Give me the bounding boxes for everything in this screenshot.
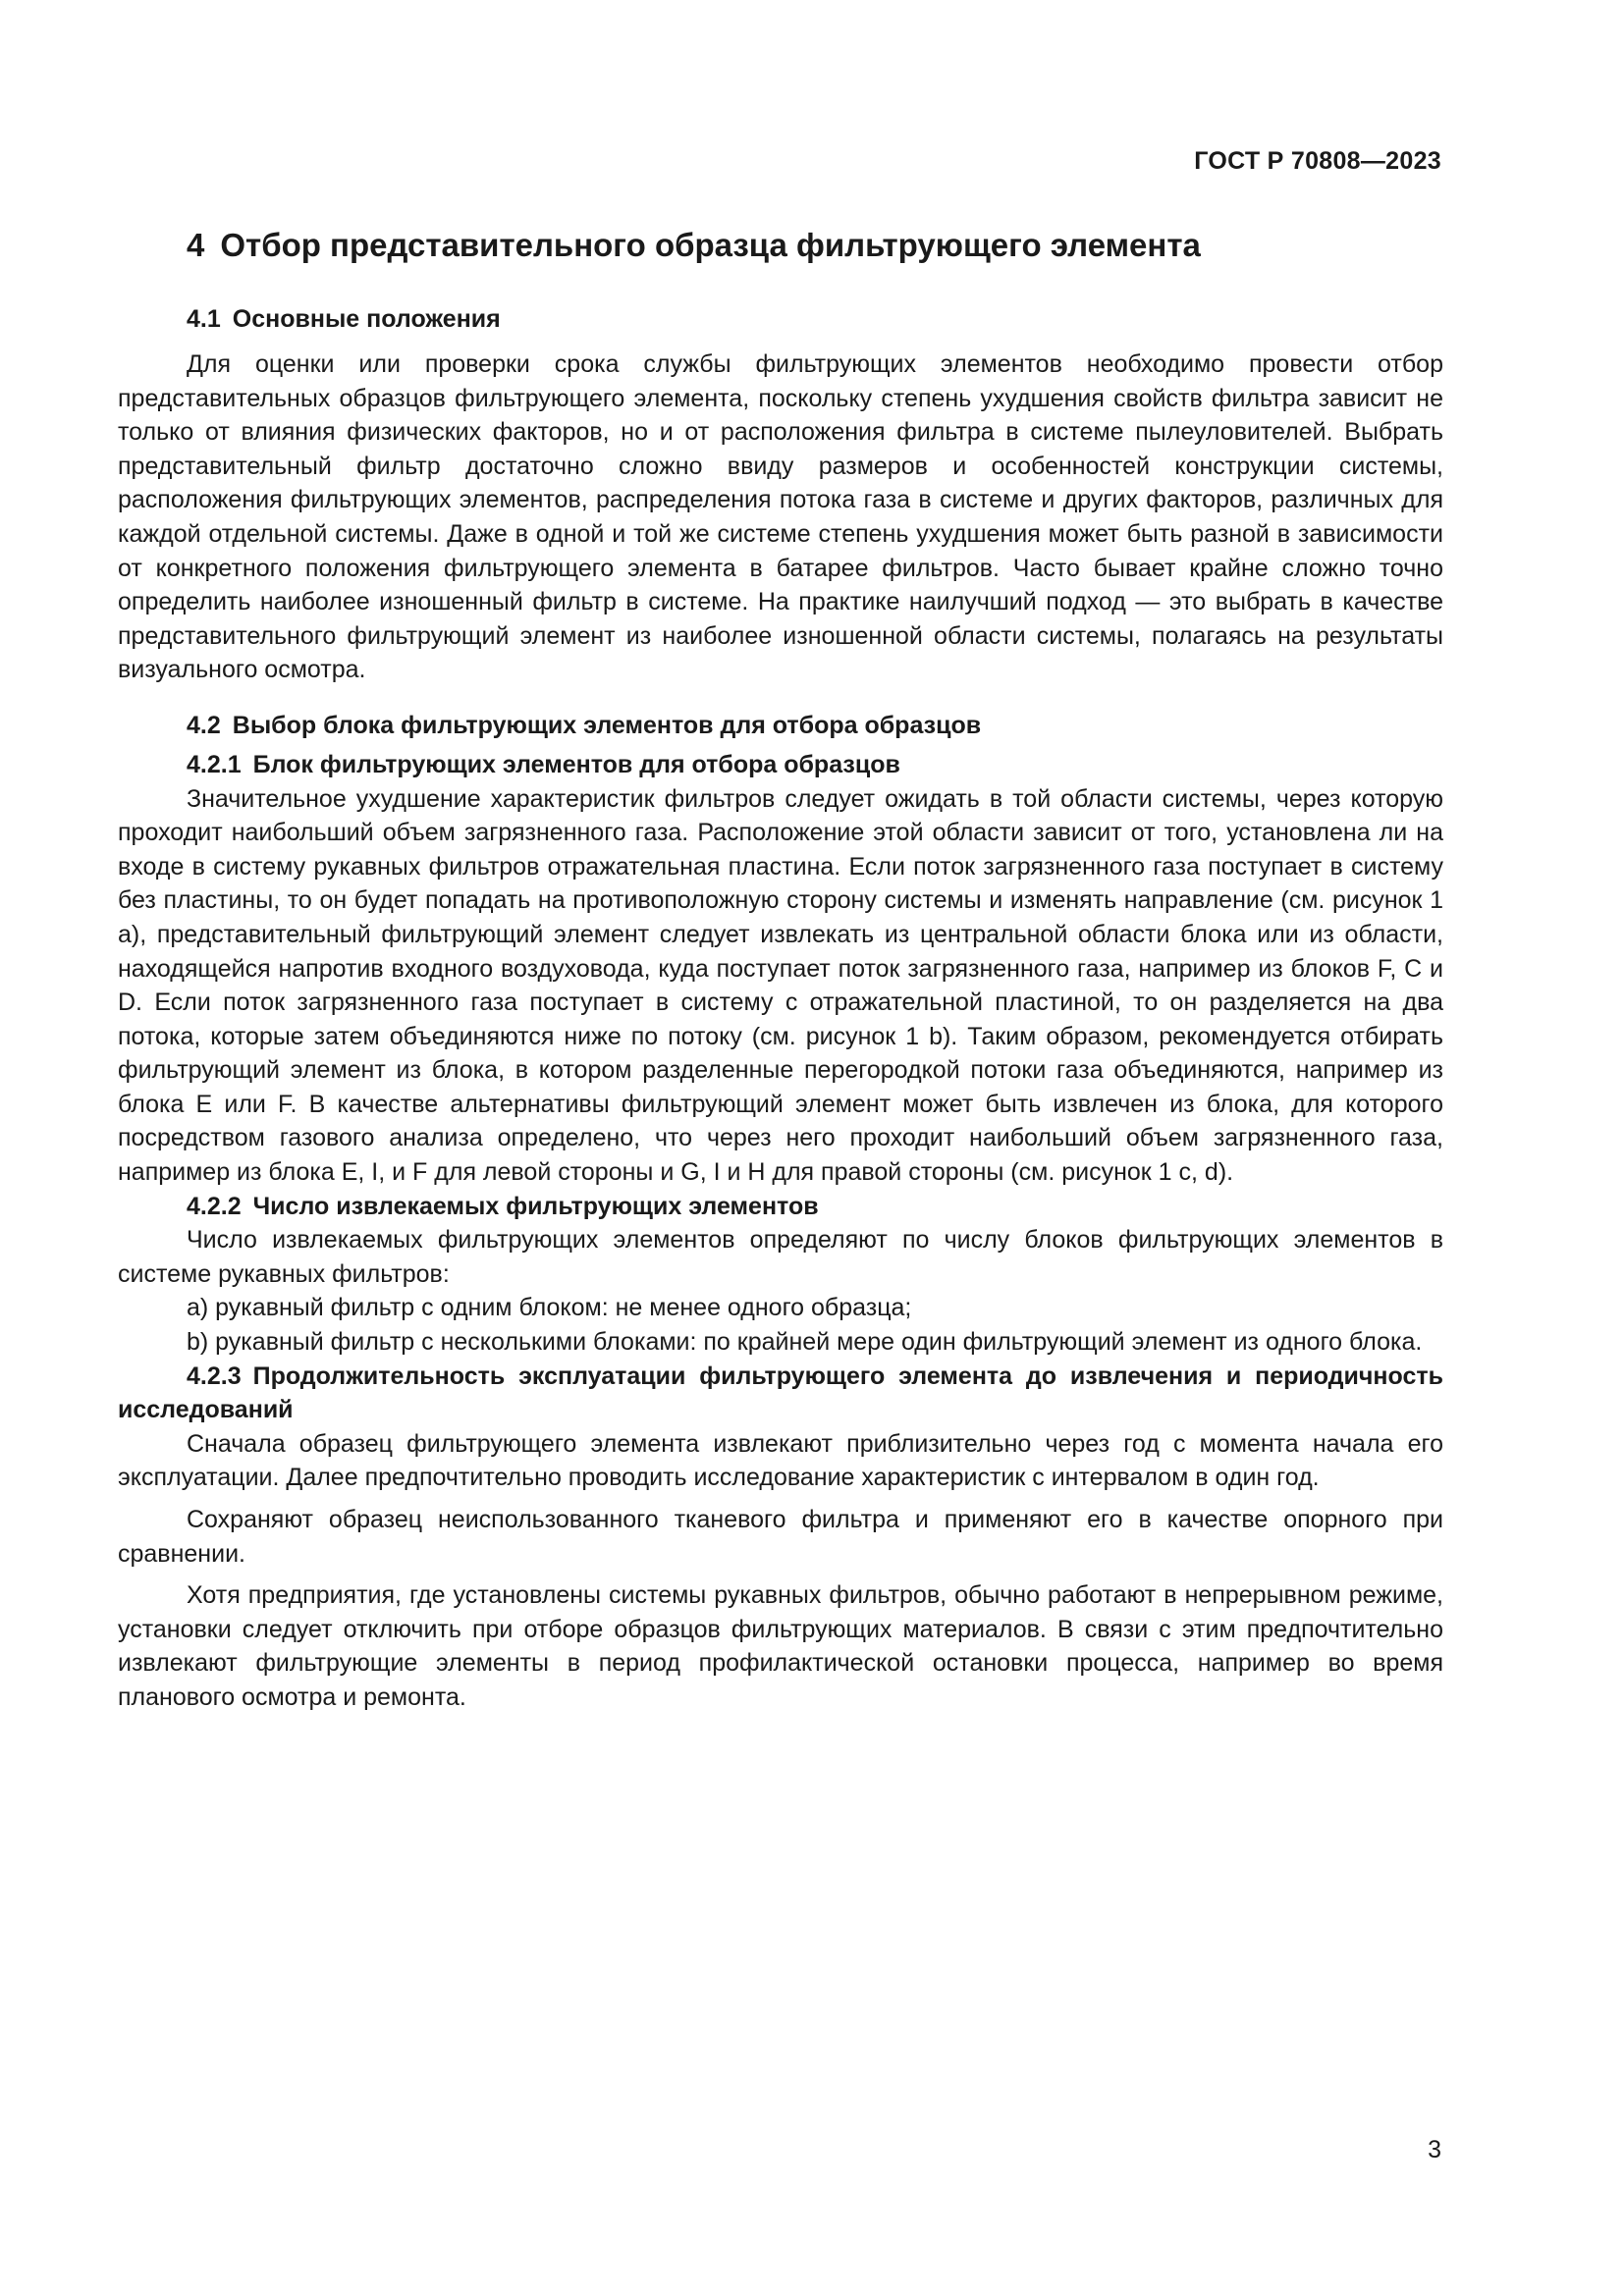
section-title: Блок фильтрующих элементов для отбора образцов — [252, 750, 900, 778]
section-number: 4.2.2 — [187, 1192, 242, 1220]
section-title: Число извлекаемых фильтрующих элементов — [252, 1192, 819, 1220]
section-title: Отбор представительного образца фильтрующего элемента — [220, 227, 1201, 263]
section-number: 4.2.1 — [187, 750, 242, 778]
section-4-2-2-paragraph: Число извлекаемых фильтрующих элементов определяют по числу блоков фильтрующих элементов в системе рукавных фильтров: — [118, 1226, 1443, 1288]
section-4-2-3-paragraph-2: Сохраняют образец неиспользованного тканевого фильтра и применяют его в качестве опорного при сравнении. — [118, 1506, 1443, 1568]
section-4-2-1-heading — [118, 748, 1443, 782]
section-number: 4.2 — [187, 711, 221, 739]
section-4-2-heading — [187, 709, 1443, 742]
page-content — [118, 224, 1443, 1715]
section-4-1-paragraph: Для оценки или проверки срока службы фильтрующих элементов необходимо провести отбор представительных образцов фильтрующего элемента, поскольку степень ухудшения свойств фильтра зависит не только от влияния физических факторов, но и от расположения фильтра в системе пылеуловителей. Выбрать представительный фильтр достаточно сложно ввиду размеров и особенностей конструкции системы, расположения фильтрующих элементов, распределения потока газа в системе и других факторов, различных для каждой отдельной системы. Даже в одной и той же системе степень ухудшения может быть разной в зависимости от конкретного положения фильтрующего элемента в батарее фильтров. Часто бывает крайне сложно точно определить наиболее изношенный фильтр в системе. На практике наилучший подход — это выбрать в качестве представительного фильтрующий элемент из наиболее изношенной области системы, полагаясь на результаты визуального осмотра. — [118, 350, 1443, 684]
section-4-2-3-paragraph-3: Хотя предприятия, где установлены системы рукавных фильтров, обычно работают в непрерывном режиме, установки следует отключить при отборе образцов фильтрующих материалов. В связи с этим предпочтительно извлекают фильтрующие элементы в период профилактической остановки процесса, например во время планового осмотра и ремонта. — [118, 1581, 1443, 1711]
section-4-2-1-paragraph: Значительное ухудшение характеристик фильтров следует ожидать в той области системы, через которую проходит наибольший объем загрязненного газа. Расположение этой области зависит от того, установлена ли на входе в систему рукавных фильтров отражательная пластина. Если поток загрязненного газа поступает в систему без пластины, то он будет попадать на противоположную сторону системы и изменять направление (см. рисунок 1 a), представительный фильтрующий элемент следует извлекать из центральной области блока или из области, находящейся напротив входного воздуховода, куда поступает поток загрязненного газа, например из блоков F, С и D. Если поток загрязненного газа поступает в систему с отражательной пластиной, то он разделяется на два потока, которые затем объединяются ниже по потоку (см. рисунок 1 b). Таким образом, рекомендуется отбирать фильтрующий элемент из блока, в котором разделенные перегородкой потоки газа объединяются, например из блока Е или F. В качестве альтернативы фильтрующий элемент может быть извлечен из блока, для которого посредством газового анализа определено, что через него проходит наибольший объем загрязненного газа, например из блока Е, I, и F для левой стороны и G, I и Н для правой стороны (см. рисунок 1 c, d). — [118, 784, 1443, 1187]
section-number: 4.1 — [187, 305, 221, 333]
section-4-1-heading — [187, 302, 1443, 336]
section-4-2-2-heading — [118, 1190, 1443, 1224]
section-4-2-3-heading — [118, 1360, 1443, 1427]
page-number: 3 — [1428, 2136, 1441, 2163]
section-number: 4.2.3 — [187, 1362, 242, 1390]
document-id: ГОСТ Р 70808—2023 — [1194, 147, 1441, 175]
section-4-heading — [187, 224, 1443, 267]
list-item-b: b) рукавный фильтр с несколькими блоками: по крайней мере один фильтрующий элемент из одного блока. — [187, 1328, 1423, 1357]
section-title: Выбор блока фильтрующих элементов для отбора образцов — [232, 711, 982, 739]
section-title: Продолжительность эксплуатации фильтрующего элемента до извлечения и периодичность исследований — [118, 1362, 1443, 1424]
section-title: Основные положения — [232, 305, 501, 333]
list-item-a: a) рукавный фильтр с одним блоком: не менее одного образца; — [187, 1294, 912, 1322]
section-4-2-3-paragraph-1: Сначала образец фильтрующего элемента извлекают приблизительно через год с момента начала его эксплуатации. Далее предпочтительно проводить исследование характеристик с интервалом в один год. — [118, 1429, 1443, 1492]
section-number: 4 — [187, 227, 205, 263]
